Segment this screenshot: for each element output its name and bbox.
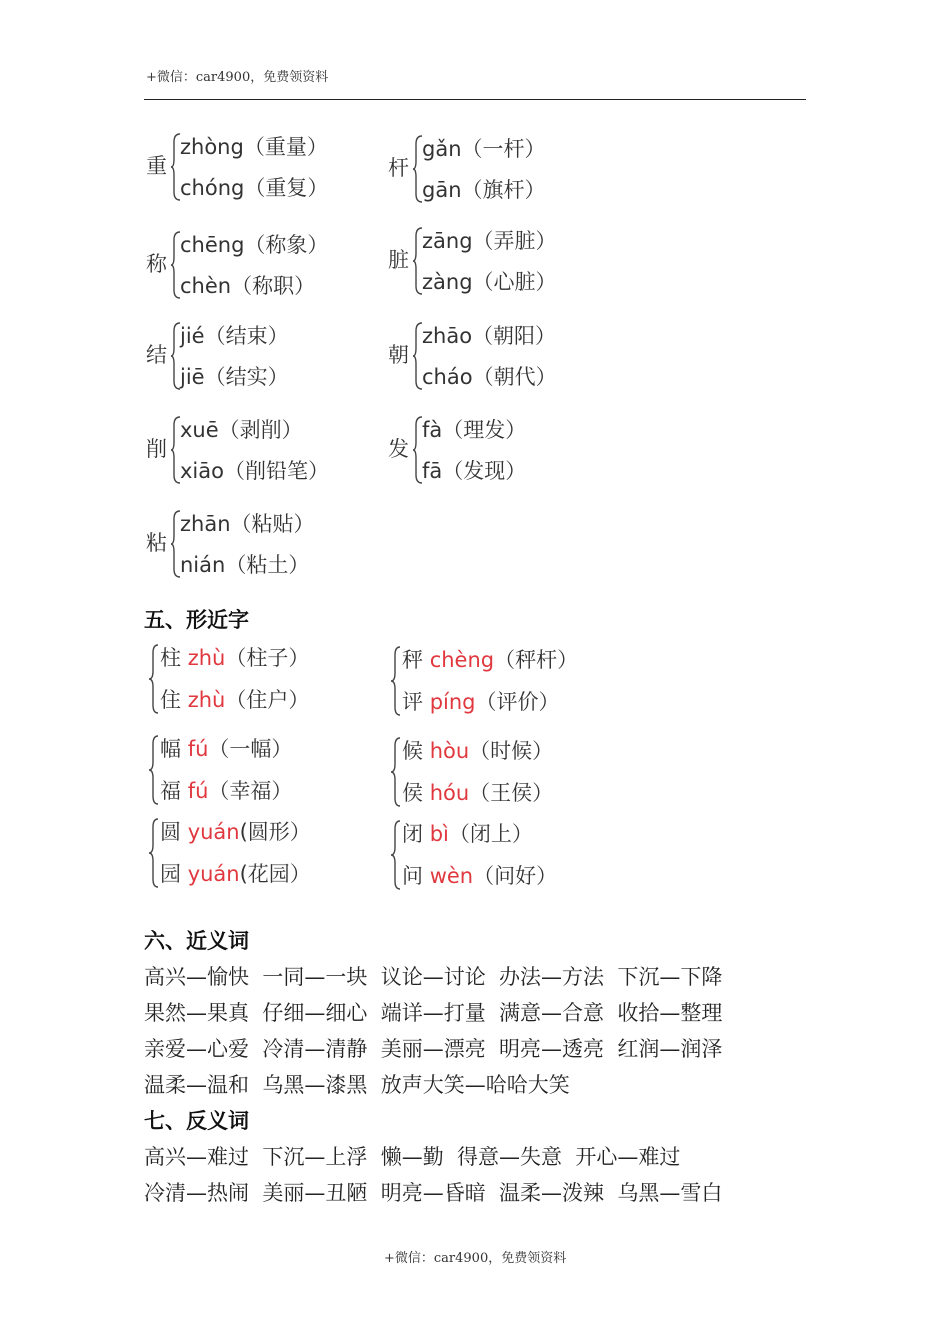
example-word: （重量） <box>243 135 328 159</box>
similar-char-row <box>160 778 292 804</box>
example-word: （问好） <box>473 864 558 888</box>
example-word: （闭上） <box>448 822 533 846</box>
example-word: （住户） <box>225 688 310 712</box>
character: 福 <box>160 779 181 803</box>
pinyin: fú <box>187 779 209 803</box>
character: 秤 <box>402 648 423 672</box>
reading-row <box>422 177 546 203</box>
similar-char-row <box>402 689 560 715</box>
header-note: +微信：car4900，免费领资料 <box>146 70 329 85</box>
example-word: （秤杆） <box>494 648 579 672</box>
pinyin: fā <box>422 459 443 483</box>
pinyin: zāng <box>422 229 473 253</box>
brace-icon <box>390 645 402 717</box>
pinyin: nián <box>180 553 226 577</box>
pinyin: chèn <box>180 274 232 298</box>
polyphone-char: 杆 <box>388 156 409 180</box>
pinyin: chèng <box>429 648 495 672</box>
polyphone-char: 称 <box>146 252 167 276</box>
example-word: （一幅） <box>208 737 293 761</box>
polyphone-char: 重 <box>146 154 167 178</box>
pinyin: gǎn <box>422 137 462 161</box>
antonym-line: 冷清—热闹 美丽—丑陋 明亮—昏暗 温柔—泼辣 乌黑—雪白 <box>144 1181 723 1205</box>
example-word: （结束） <box>204 324 289 348</box>
synonym-line: 高兴—愉快 一同—一块 议论—讨论 办法—方法 下沉—下降 <box>144 965 723 989</box>
polyphone-char: 粘 <box>146 531 167 555</box>
pinyin: jiē <box>180 365 205 389</box>
pinyin: cháo <box>422 365 473 389</box>
polyphone-char: 削 <box>146 437 167 461</box>
reading-row <box>422 269 557 295</box>
reading-row <box>422 364 557 390</box>
example-word: （朝阳） <box>472 324 557 348</box>
reading-row <box>422 136 546 162</box>
similar-char-row <box>402 821 533 847</box>
reading-row <box>180 417 303 443</box>
reading-row <box>180 134 328 160</box>
brace-icon <box>390 736 402 808</box>
reading-row <box>422 323 556 349</box>
example-word: （称职） <box>231 274 316 298</box>
character: 侯 <box>402 781 423 805</box>
polyphone-char: 结 <box>146 343 167 367</box>
similar-char-row <box>160 819 311 845</box>
similar-char-row <box>402 863 557 889</box>
character: 幅 <box>160 737 181 761</box>
similar-char-row <box>402 647 578 673</box>
example-word: （评价） <box>475 690 560 714</box>
pinyin: zhāo <box>422 324 473 348</box>
example-word: (花园） <box>239 862 311 886</box>
character: 柱 <box>160 646 181 670</box>
reading-row <box>180 458 329 484</box>
pinyin: xuē <box>180 418 219 442</box>
polyphone-char: 脏 <box>388 248 409 272</box>
character: 园 <box>160 862 181 886</box>
pinyin: wèn <box>429 864 474 888</box>
reading-row <box>422 228 557 254</box>
pinyin: píng <box>429 690 476 714</box>
example-word: （发现） <box>442 459 527 483</box>
example-word: (圆形） <box>239 820 311 844</box>
brace-icon <box>148 817 160 889</box>
example-word: （粘贴） <box>230 512 315 536</box>
section-title: 六、近义词 <box>144 929 249 953</box>
example-word: （结实） <box>204 365 289 389</box>
example-word: （重复） <box>244 176 329 200</box>
reading-row <box>180 552 309 578</box>
pinyin: fà <box>422 418 443 442</box>
example-word: （粘土） <box>225 553 310 577</box>
example-word: （心脏） <box>472 270 557 294</box>
example-word: （称象） <box>244 233 329 257</box>
brace-icon <box>148 643 160 715</box>
brace-icon <box>390 819 402 891</box>
header-divider <box>144 99 806 100</box>
example-word: （幸福） <box>208 779 293 803</box>
reading-row <box>180 175 328 201</box>
example-word: （柱子） <box>225 646 310 670</box>
similar-char-row <box>402 738 553 764</box>
example-word: （弄脏） <box>472 229 557 253</box>
pinyin: hòu <box>429 739 470 763</box>
reading-row <box>422 417 526 443</box>
brace-icon <box>148 734 160 806</box>
example-word: （王侯） <box>469 781 554 805</box>
footer-note: +微信：car4900，免费领资料 <box>384 1251 567 1266</box>
section-title: 五、形近字 <box>144 608 249 632</box>
similar-char-row <box>402 780 553 806</box>
similar-char-row <box>160 645 309 671</box>
example-word: （削铅笔） <box>223 459 329 483</box>
reading-row <box>180 511 315 537</box>
character: 候 <box>402 739 423 763</box>
pinyin: zhù <box>187 646 226 670</box>
pinyin: zhù <box>187 688 226 712</box>
reading-row <box>180 364 289 390</box>
character: 评 <box>402 690 423 714</box>
character: 圆 <box>160 820 181 844</box>
example-word: （时候） <box>469 739 554 763</box>
reading-row <box>180 273 315 299</box>
pinyin: chēng <box>180 233 245 257</box>
pinyin: yuán <box>187 820 240 844</box>
pinyin: fú <box>187 737 209 761</box>
pinyin: gān <box>422 178 462 202</box>
example-word: （一杆） <box>461 137 546 161</box>
synonym-line: 亲爱—心爱 冷清—清静 美丽—漂亮 明亮—透亮 红润—润泽 <box>144 1037 723 1061</box>
synonym-line: 温柔—温和 乌黑—漆黑 放声大笑—哈哈大笑 <box>144 1073 570 1097</box>
synonym-line: 果然—果真 仔细—细心 端详—打量 满意—合意 收拾—整理 <box>144 1001 723 1025</box>
pinyin: yuán <box>187 862 240 886</box>
example-word: （旗杆） <box>461 178 546 202</box>
reading-row <box>422 458 526 484</box>
polyphone-char: 朝 <box>388 343 409 367</box>
pinyin: zhān <box>180 512 231 536</box>
reading-row <box>180 232 328 258</box>
similar-char-row <box>160 736 292 762</box>
example-word: （剥削） <box>218 418 303 442</box>
reading-row <box>180 323 289 349</box>
character: 住 <box>160 688 181 712</box>
example-word: （理发） <box>442 418 527 442</box>
pinyin: bì <box>429 822 449 846</box>
pinyin: xiāo <box>180 459 224 483</box>
character: 问 <box>402 864 423 888</box>
pinyin: jié <box>180 324 205 348</box>
pinyin: chóng <box>180 176 245 200</box>
pinyin: zhòng <box>180 135 244 159</box>
antonym-line: 高兴—难过 下沉—上浮 懒—勤 得意—失意 开心—难过 <box>144 1145 681 1169</box>
similar-char-row <box>160 861 311 887</box>
section-title: 七、反义词 <box>144 1109 249 1133</box>
polyphone-char: 发 <box>388 437 409 461</box>
pinyin: zàng <box>422 270 473 294</box>
pinyin: hóu <box>429 781 470 805</box>
similar-char-row <box>160 687 309 713</box>
character: 闭 <box>402 822 423 846</box>
example-word: （朝代） <box>472 365 557 389</box>
